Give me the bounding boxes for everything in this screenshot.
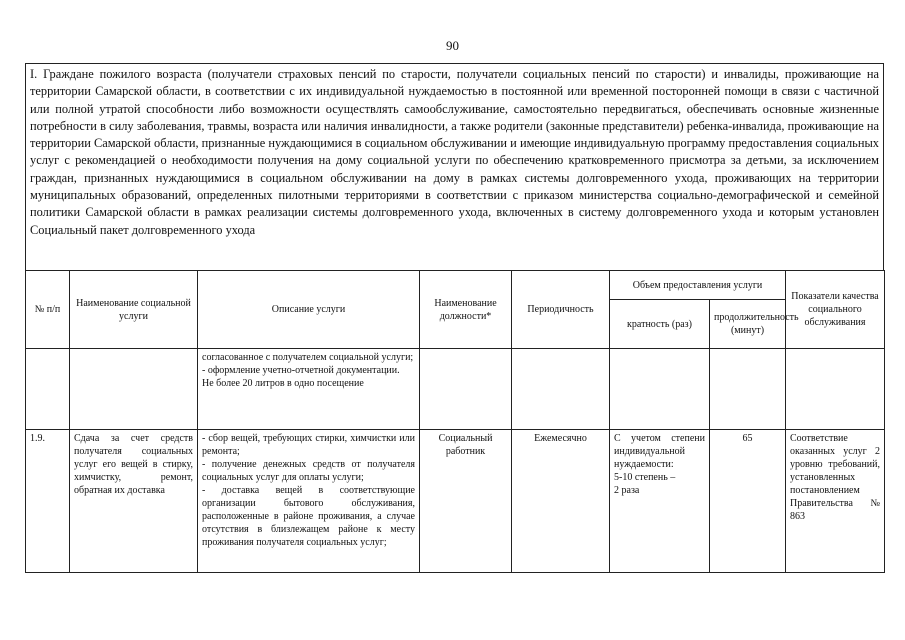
header-position: Наименование должности* — [420, 271, 512, 349]
header-duration: продолжительность (минут) — [710, 300, 786, 349]
services-table — [25, 270, 885, 573]
cell-empty — [786, 349, 885, 430]
page-number: 90 — [446, 38, 459, 53]
cell-empty — [710, 349, 786, 430]
header-volume: Объем предоставления услуги — [610, 271, 786, 300]
cell-empty — [512, 349, 610, 430]
cell-periodicity: Ежемесячно — [512, 430, 610, 573]
intro-section-heading: I. Граждане пожилого возраста (получатели страховых пенсий по старости, получатели социальных пенсий по старости) и инвалиды, проживающие на территории Самарской области, в соответствии с их индивидуальной нуждаемостью в постоянной или временной посторонней помощи в связи с частичной или полной утратой способности либо возможности осуществлять самообслуживание, самостоятельно передвигаться, обеспечивать основные жизненные потребности в силу заболевания, травмы, возраста или наличия инвалидности, а также родители (законные представители) ребенка-инвалида, проживающие на территории Самарской области, признанные нуждающимися в социальном обслуживании и имеющие индивидуальную программу предоставления социальных услуг с рекомендацией о необходимости получения на дому социальной услуги по обеспечению кратковременного присмотра за детьми, за исключением граждан, признанных нуждающимися в социальном обслуживании на дому в рамках системы долговременного ухода, проживающих на территории муниципальных образований, определенных пилотными территориями в соответствии с приказом министерства социально-демографической и семейной политики Самарской области в рамках реализации системы долговременного ухода, включенных в систему долговременного ухода и которым установлен Социальный пакет долговременного ухода — [25, 63, 884, 271]
description-line: Не более 20 литров в одно посещение — [202, 378, 364, 389]
description-line: согласованное с получателем социальной услуги; — [202, 352, 414, 363]
cell-position: Социальный работник — [420, 430, 512, 573]
cell-empty — [420, 349, 512, 430]
cell-quality: Соответствие оказанных услуг 2 уровню требований, установленных постановлением Правительства № 863 — [786, 430, 885, 573]
header-quality: Показатели качества социального обслуживания — [786, 271, 885, 349]
cell-description — [198, 430, 420, 573]
description-line: - оформление учетно-отчетной документации. — [202, 365, 400, 376]
table-row-continuation — [26, 349, 885, 430]
table-row-service — [26, 430, 885, 573]
header-service-name: Наименование социальной услуги — [70, 271, 198, 349]
description-line: - сбор вещей, требующих стирки, химчистки или ремонта; — [202, 433, 415, 457]
description-line: - доставка вещей в соответствующие организации бытового обслуживания, расположенные в районе проживания, а случае отсутствия в близлежащем районе к месту проживания получателя социальных услуг; — [202, 485, 415, 548]
header-frequency: кратность (раз) — [610, 300, 710, 349]
cell-empty — [26, 349, 70, 430]
cell-service-name: Сдача за счет средств получателя социальных услуг его вещей в стирку, химчистку, ремонт, обратная их доставка — [70, 430, 198, 573]
cell-num: 1.9. — [26, 430, 70, 573]
cell-description-continuation — [198, 349, 420, 430]
cell-frequency — [610, 430, 710, 573]
cell-empty — [70, 349, 198, 430]
header-periodicity: Периодичность — [512, 271, 610, 349]
frequency-line: С учетом степени индивидуальной нуждаемости: — [614, 433, 705, 470]
frequency-line: 5-10 степень – — [614, 472, 676, 483]
cell-duration: 65 — [710, 430, 786, 573]
header-num: № п/п — [26, 271, 70, 349]
header-description: Описание услуги — [198, 271, 420, 349]
cell-empty — [610, 349, 710, 430]
description-line: - получение денежных средств от получателя социальных услуг для оплаты услуги; — [202, 459, 415, 483]
frequency-line: 2 раза — [614, 485, 640, 496]
